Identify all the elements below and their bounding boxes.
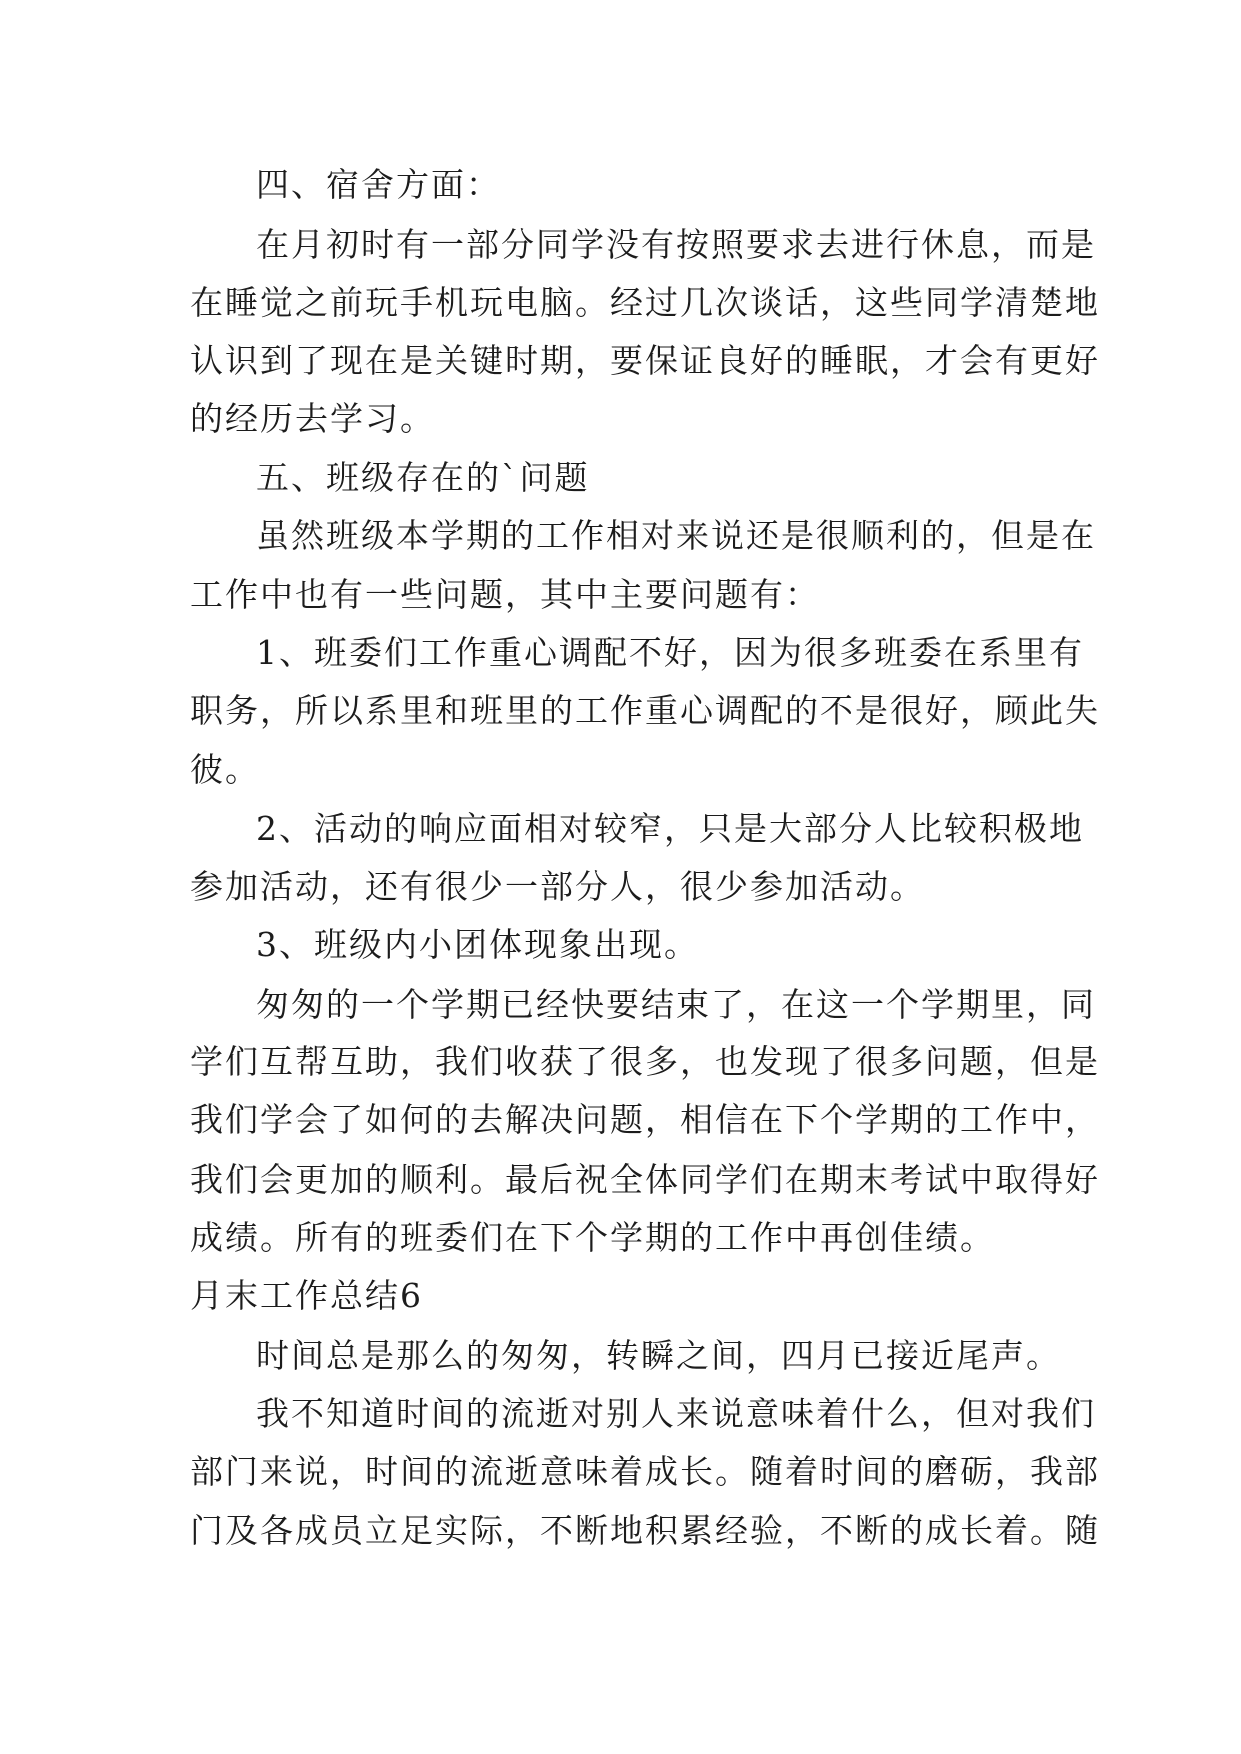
list-item-3: 3、班级内小团体现象出现。 [256,925,699,964]
paragraph-line: 我们会更加的顺利。最后祝全体同学们在期末考试中取得好 [190,1160,1100,1199]
paragraph-line: 在睡觉之前玩手机玩电脑。经过几次谈话，这些同学清楚地 [190,283,1100,322]
paragraph-line: 门及各成员立足实际，不断地积累经验，不断的成长着。随 [190,1511,1100,1550]
paragraph-line: 工作中也有一些问题，其中主要问题有： [190,575,820,614]
list-item-2: 2、活动的响应面相对较窄，只是大部分人比较积极地 [256,809,1084,848]
paragraph-line: 时间总是那么的匆匆，转瞬之间，四月已接近尾声。 [256,1336,1061,1375]
paragraph-line: 认识到了现在是关键时期，要保证良好的睡眠，才会有更好 [190,341,1100,380]
paragraph-line: 的经历去学习。 [190,399,435,438]
paragraph-line: 学们互帮互助，我们收获了很多，也发现了很多问题，但是 [190,1042,1100,1081]
list-item-1: 1、班委们工作重心调配不好，因为很多班委在系里有 [256,633,1084,672]
paragraph-line: 我不知道时间的流逝对别人来说意味着什么，但对我们 [256,1394,1096,1433]
paragraph-line: 职务，所以系里和班里的工作重心调配的不是很好，顾此失 [190,691,1100,730]
article-title: 月末工作总结6 [190,1276,423,1315]
paragraph-line: 我们学会了如何的去解决问题，相信在下个学期的工作中， [190,1100,1100,1139]
section-heading-class-issues: 五、班级存在的`问题 [256,458,590,497]
paragraph-line: 彼。 [190,750,260,789]
paragraph-line: 成绩。所有的班委们在下个学期的工作中再创佳绩。 [190,1218,995,1257]
paragraph-line: 部门来说，时间的流逝意味着成长。随着时间的磨砺，我部 [190,1452,1100,1491]
section-heading-dormitory: 四、宿舍方面： [256,165,501,204]
paragraph-line: 虽然班级本学期的工作相对来说还是很顺利的，但是在 [256,516,1096,555]
paragraph-line: 参加活动，还有很少一部分人，很少参加活动。 [190,867,925,906]
paragraph-line: 在月初时有一部分同学没有按照要求去进行休息，而是 [256,225,1096,264]
paragraph-line: 匆匆的一个学期已经快要结束了，在这一个学期里，同 [256,985,1096,1024]
